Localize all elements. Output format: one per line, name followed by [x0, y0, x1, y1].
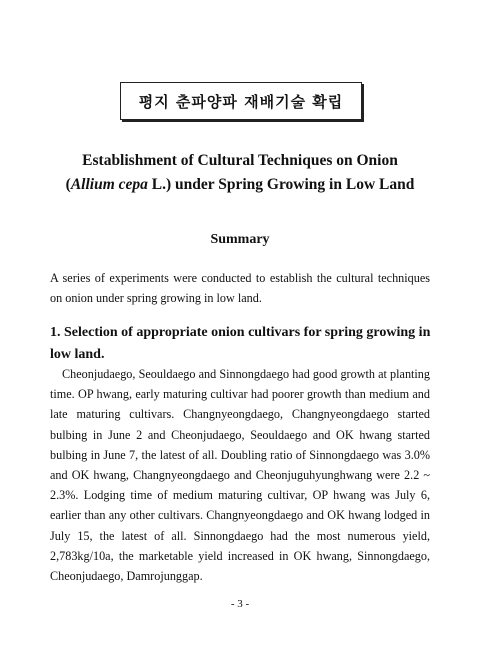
intro-paragraph: A series of experiments were conducted to establish the cultural techniques on onion under spring growing in low land. [50, 271, 430, 305]
page-number: - 3 - [230, 598, 250, 610]
summary-heading: Summary [210, 232, 270, 247]
english-title-line-2 [0, 174, 480, 196]
korean-title-box [120, 82, 362, 120]
section-1-title: 1. Selection of appropriate onion cultivars for spring growing in low land. [50, 325, 431, 362]
section-1-body: Cheonjudaego, Seouldaego and Sinnongdaego had good growth at planting time. OP hwang, early maturing cultivar had poorer growth than medium and late maturing cultivars. Changnyeongdaego, Changnyeongdaego started bulbing in June 2 and Cheonjudaego, Seouldaego and OK hwang started bulbing in June 7, the latest of all. Doubling ratio of Sinnongdaego was 3.0% and OK hwang, Changnyeongdaego and Cheonjuguhyunghwang were 2.2 ~ 2.3%. Lodging time of medium maturing cultivar, OP hwang was July 6, earlier than any other cultivars. Changnyeongdaego and OK hwang lodged in July 15, the latest of all. Sinnongdaego had the most numerous yield, 2,783kg/10a, the marketable yield increased in OK hwang, Sinnongdaego, Cheonjudaego, Damrojunggap. [50, 367, 430, 584]
scientific-name: Allium cepa [70, 176, 148, 193]
title-paren-open: ( [65, 176, 71, 193]
title-line-2-rest: L.) under Spring Growing in Low Land [147, 176, 415, 193]
korean-title: 평지 춘파양파 재배기술 확립 [138, 92, 344, 111]
english-title-line-1: Establishment of Cultural Techniques on Onion [82, 152, 398, 169]
